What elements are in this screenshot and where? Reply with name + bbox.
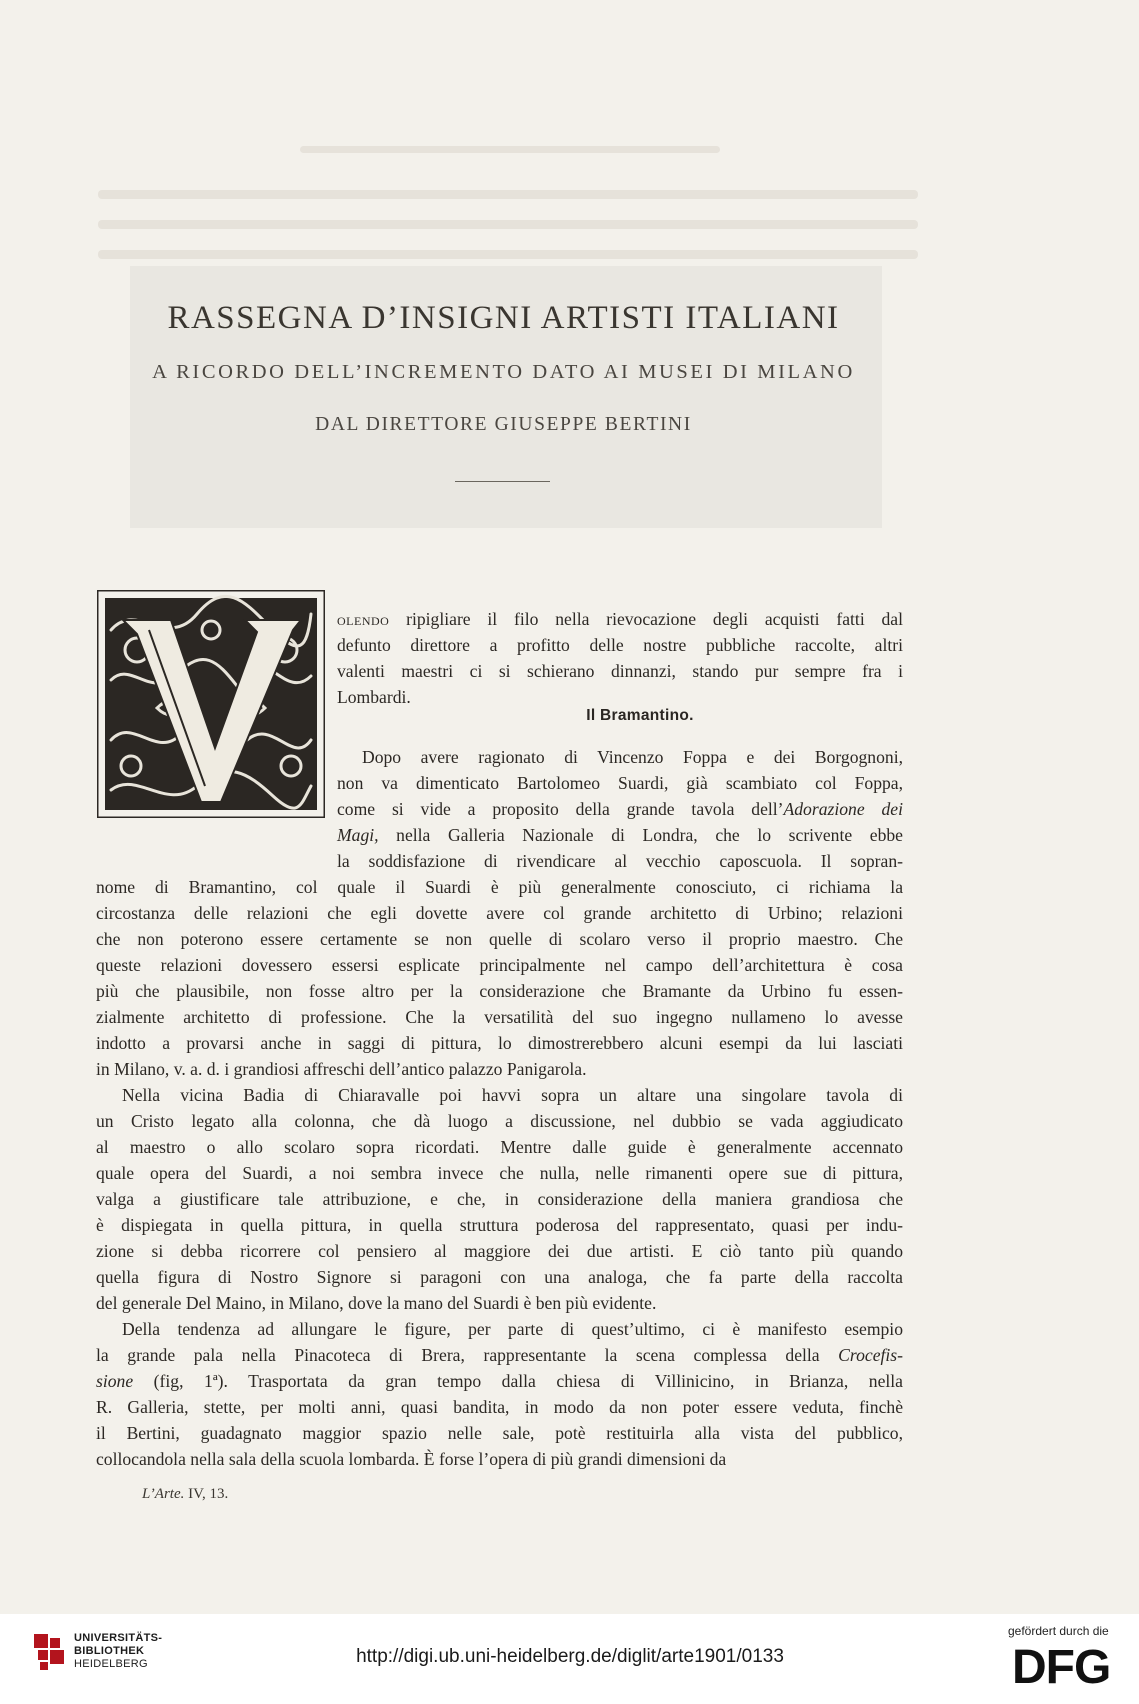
text-line: zione si debba ricorrere col pensiero al maggiore dei due artisti. E ciò tanto più quando: [96, 1241, 903, 1261]
text-line: valenti maestri ci si schierano dinnanzi, stando pur sempre fra i: [337, 661, 903, 681]
text-line: [96, 1342, 903, 1368]
text-line: [337, 606, 903, 632]
bleed-through-line: [98, 190, 918, 199]
text-span: come si vide a proposito della grande tavola dell’: [337, 799, 784, 819]
text-line: più che plausibile, non fosse altro per la considerazione che Bramante da Urbino fu essen-: [96, 981, 903, 1001]
bleed-through-line: [98, 220, 918, 229]
text-span: la grande pala nella Pinacoteca di Brera, rappresentante la scena complessa della: [96, 1345, 839, 1365]
library-line3: HEIDELBERG: [74, 1658, 148, 1670]
text-line: del generale Del Maino, in Milano, dove la mano del Suardi è ben più evidente.: [96, 1293, 657, 1313]
article-subtitle: A RICORDO DELL’INCREMENTO DATO AI MUSEI DI MILANO: [152, 361, 855, 383]
university-logo-icon: [34, 1634, 66, 1674]
text-line: Dopo avere ragionato di Vincenzo Foppa e dei Borgognoni,: [362, 747, 903, 767]
text-line: al maestro o allo scolaro sopra ricordati. Mentre dalle guide è generalmente accennato: [96, 1137, 903, 1157]
ornamental-initial-v: [97, 590, 325, 818]
text-line: non va dimenticato Bartolomeo Suardi, già scambiato col Foppa,: [337, 773, 903, 793]
library-name: [74, 1632, 162, 1671]
text-line: che non poterono essere certamente se non quelle di scolaro verso il proprio maestro. Che: [96, 929, 903, 949]
text-line: Nella vicina Badia di Chiaravalle poi havvi sopra un altare una singolare tavola di: [122, 1085, 903, 1105]
heading-rule: [455, 481, 550, 482]
text-line: R. Galleria, stette, per molti anni, quasi bandita, in modo da non poter essere veduta, finchè: [96, 1397, 903, 1417]
funded-by-label: gefördert durch die: [1008, 1624, 1109, 1638]
text-line: defunto direttore a profitto delle nostre pubbliche raccolte, altri: [337, 635, 903, 655]
text-line: [337, 796, 903, 822]
text-line: indotto a provarsi anche in saggi di pittura, lo dimostrerebbero alcuni esempi da lui lasciati: [96, 1033, 903, 1053]
text-span: (fig, 1ª). Trasportata da gran tempo dalla chiesa di Villinicino, in Brianza, nella: [133, 1371, 903, 1391]
text-line: Della tendenza ad allungare le figure, per parte di quest’ultimo, ci è manifesto esempio: [122, 1319, 903, 1339]
italic-title: Magi,: [337, 825, 379, 845]
text-line: zialmente architetto di professione. Che la versatilità del suo ingegno nullameno lo avesse: [96, 1007, 903, 1027]
initial-continuation: olendo: [337, 609, 390, 629]
text-line: [96, 1368, 903, 1394]
text-line: [337, 822, 903, 848]
text-line: nome di Bramantino, col quale il Suardi è più generalmente conosciuto, ci richiama la: [96, 877, 903, 897]
text-line: queste relazioni dovessero essersi esplicate principalmente nel campo dell’architettura è cosa: [96, 955, 903, 975]
library-line2: BIBLIOTHEK: [74, 1645, 145, 1657]
article-title: RASSEGNA D’INSIGNI ARTISTI ITALIANI: [167, 300, 840, 336]
volume-number: IV, 13.: [184, 1486, 229, 1502]
text-line: quella figura di Nostro Signore si paragoni con una analoga, che fa parte della raccolta: [96, 1267, 903, 1287]
section-heading: Il Bramantino.: [586, 707, 694, 724]
bleed-through-line: [300, 146, 720, 153]
text-line: valga a giustificare tale attribuzione, e che, in considerazione della maniera grandiosa che: [96, 1189, 903, 1209]
text-span: nella Galleria Nazionale di Londra, che lo scrivente ebbe: [378, 825, 903, 845]
permalink-url[interactable]: http://digi.ub.uni-heidelberg.de/diglit/arte1901/0133: [356, 1646, 784, 1667]
text-line: il Bertini, guadagnato maggior spazio nelle sale, potè restituirla alla vista del pubblico,: [96, 1423, 903, 1443]
bleed-through-line: [98, 250, 918, 259]
text-line: Lombardi.: [337, 687, 411, 707]
text-span: ripigliare il filo nella rievocazione degli acquisti fatti dal: [389, 609, 903, 629]
text-line: quale opera del Suardi, a noi sembra invece che nulla, nelle rimanenti opere sue di pittura,: [96, 1163, 903, 1183]
italic-title: Adorazione dei: [783, 799, 903, 819]
italic-title: sione: [96, 1371, 134, 1391]
dfg-logo: DFG: [1012, 1641, 1111, 1694]
text-line: circostanza delle relazioni che egli dovette avere col grande architetto di Urbino; relazioni: [96, 903, 903, 923]
library-line1: UNIVERSITÄTS-: [74, 1632, 163, 1644]
italic-title: Crocefis-: [838, 1345, 903, 1365]
page-signature: [142, 1486, 228, 1503]
article-author: DAL DIRETTORE GIUSEPPE BERTINI: [315, 414, 692, 435]
text-line: è dispiegata in quella pittura, in quella struttura poderosa del rappresentato, quasi per indu-: [96, 1215, 903, 1235]
text-line: in Milano, v. a. d. i grandiosi affreschi dell’antico palazzo Panigarola.: [96, 1059, 587, 1079]
journal-name: L’Arte.: [142, 1486, 185, 1502]
text-line: la soddisfazione di rivendicare al vecchio caposcuola. Il sopran-: [337, 851, 903, 871]
text-line: collocandola nella sala della scuola lombarda. È forse l’opera di più grandi dimensioni da: [96, 1449, 727, 1469]
text-line: un Cristo legato alla colonna, che dà luogo a discussione, nel dubbio se vada aggiudicato: [96, 1111, 903, 1131]
